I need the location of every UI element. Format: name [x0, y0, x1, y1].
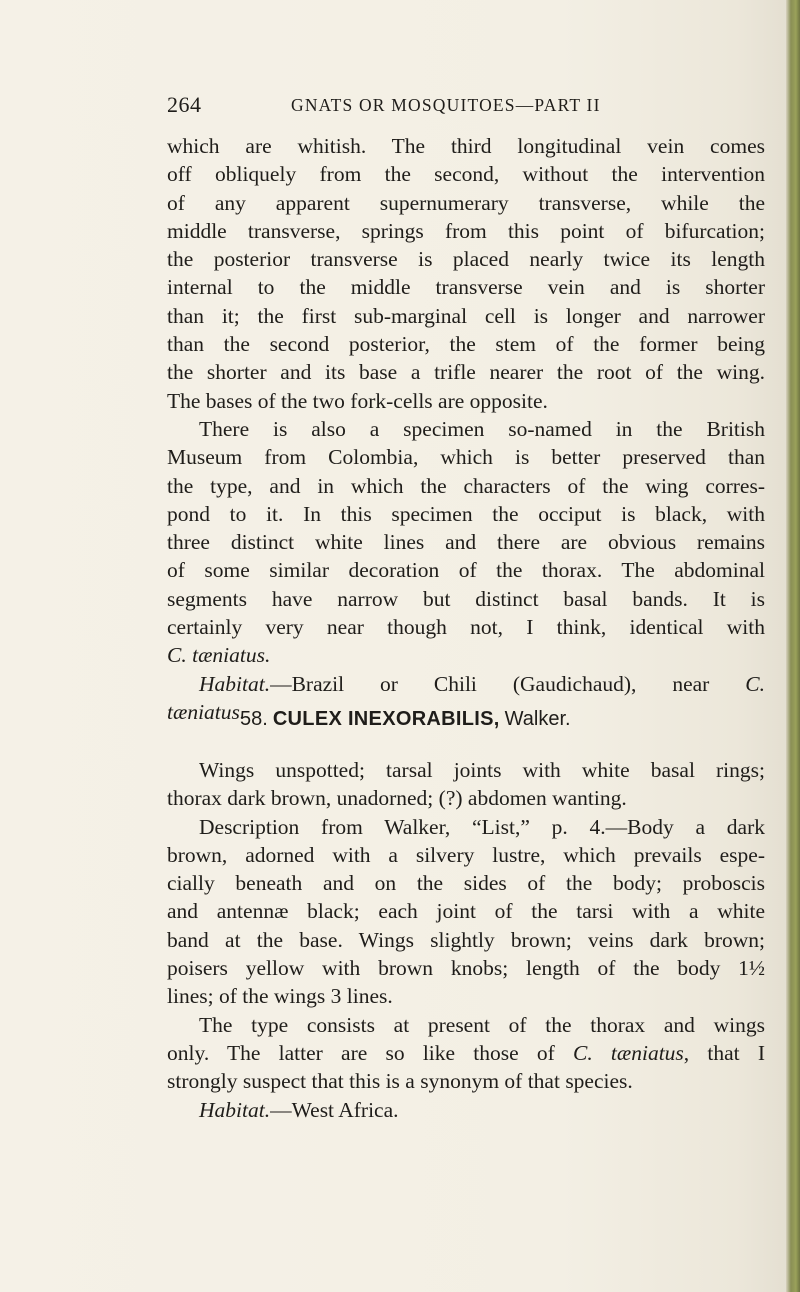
- text-line: Description from Walker, “List,” p. 4.—Body a dark: [199, 814, 765, 839]
- body-text-continued: [167, 132, 765, 726]
- text-line: only. The latter are so like those of C. tæniatus, that I: [167, 1040, 765, 1065]
- text-line: Museum from Colombia, which is better preserved than: [167, 445, 765, 470]
- running-title: GNATS OR MOSQUITOES—PART II: [291, 95, 601, 115]
- text-line: strongly suspect that this is a synonym of that species.: [167, 1069, 633, 1094]
- page-edge: [786, 0, 800, 1292]
- text-line: C. tæniatus.: [167, 643, 271, 668]
- text-line: than it; the first sub-marginal cell is longer and narrower: [167, 303, 765, 328]
- text-line: internal to the middle transverse vein and is shorter: [167, 275, 765, 300]
- page-header: [167, 92, 767, 120]
- text-line: Habitat.—West Africa.: [199, 1097, 399, 1122]
- text-line: Habitat.—Brazil or Chili (Gaudichaud), near C.: [199, 671, 765, 696]
- species-author: Walker.: [504, 708, 571, 730]
- text-line: band at the base. Wings slightly brown; veins dark brown;: [167, 927, 765, 952]
- species-number: 58.: [240, 708, 268, 730]
- species-description: [167, 756, 765, 1124]
- text-line: thorax dark brown, unadorned; (?) abdomen wanting.: [167, 786, 627, 811]
- text-line: segments have narrow but distinct basal bands. It is: [167, 586, 765, 611]
- text-line: brown, adorned with a silvery lustre, which prevails espe-: [167, 842, 765, 867]
- text-line: The type consists at present of the thorax and wings: [199, 1012, 765, 1037]
- species-name: CULEX INEXORABILIS,: [272, 708, 500, 730]
- text-line: Wings unspotted; tarsal joints with white basal rings;: [199, 758, 765, 782]
- text-line: the shorter and its base a trifle nearer the root of the wing.: [167, 360, 765, 385]
- text-line: which are whitish. The third longitudinal vein comes: [167, 134, 765, 158]
- text-line: middle transverse, springs from this point of bifurcation;: [167, 218, 765, 243]
- text-line: There is also a specimen so-named in the British: [199, 416, 765, 441]
- text-line: the type, and in which the characters of the wing corres-: [167, 473, 765, 498]
- text-line: than the second posterior, the stem of the former being: [167, 332, 765, 357]
- text-line: pond to it. In this specimen the occiput is black, with: [167, 501, 765, 526]
- text-line: three distinct white lines and there are obvious remains: [167, 530, 765, 555]
- text-line: lines; of the wings 3 lines.: [167, 984, 393, 1009]
- page-number: 264: [167, 92, 202, 117]
- text-line: poisers yellow with brown knobs; length of the body 1½: [167, 956, 765, 981]
- text-line: tæniatus.: [167, 699, 246, 724]
- text-line: the posterior transverse is placed nearly twice its length: [167, 247, 765, 272]
- text-line: and antennæ black; each joint of the tarsi with a white: [167, 899, 765, 924]
- text-line: of some similar decoration of the thorax. The abdominal: [167, 558, 765, 583]
- text-line: cially beneath and on the sides of the body; proboscis: [167, 871, 765, 896]
- text-line: certainly very near though not, I think, identical with: [167, 615, 765, 640]
- species-heading: [240, 708, 571, 731]
- text-line: of any apparent supernumerary transverse, while the: [167, 190, 765, 215]
- text-line: The bases of the two fork-cells are opposite.: [167, 388, 548, 413]
- text-line: off obliquely from the second, without the intervention: [167, 162, 765, 187]
